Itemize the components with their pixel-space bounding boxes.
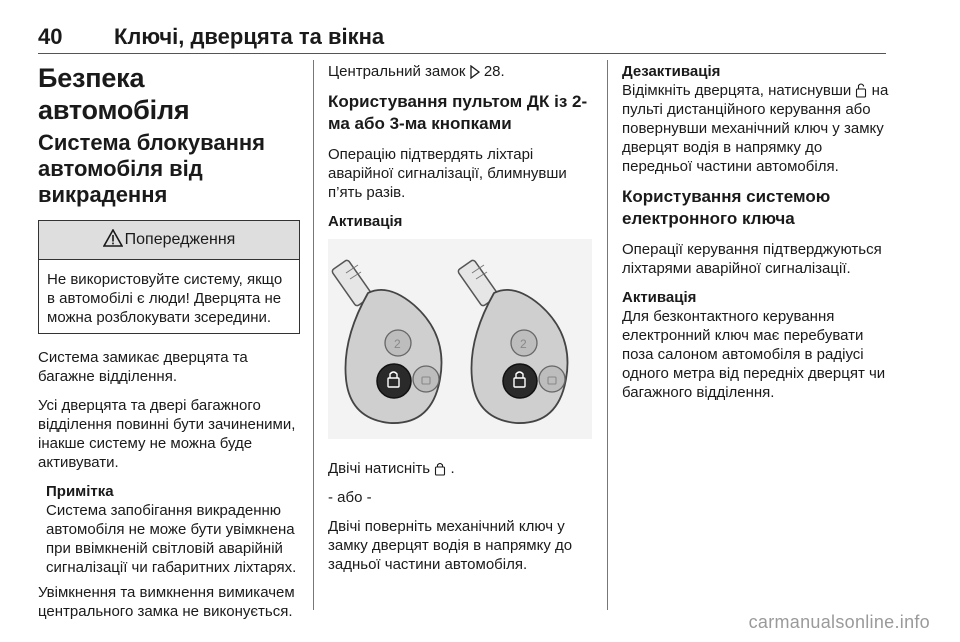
paragraph: Усі дверцята та двері багажного відділення повинні бути зачиненими, інакше систему не можна буде активувати.	[38, 397, 296, 471]
paragraph: Двічі натисніть .	[328, 460, 455, 477]
note-block	[46, 482, 300, 577]
warning-text: Не використовуйте систему, якщо в автомобілі є люди! Дверцята не можна розблокувати зсередини.	[47, 271, 283, 326]
column-divider	[607, 60, 608, 610]
subsection-heading: Система блокування автомобіля від викрадення	[38, 130, 265, 207]
running-title: Ключі, дверцята та вікна	[114, 24, 385, 49]
paragraph: Операцію підтвердять ліхтарі аварійної сигналізації, блимнувши п’ять разів.	[328, 146, 567, 201]
arrow-right-icon	[470, 63, 484, 80]
lock-icon	[434, 460, 450, 477]
header-rule	[38, 53, 886, 54]
subsection-heading: Користування пультом ДК із 2-ма або 3-ма кнопками	[328, 92, 588, 133]
paragraph: Для безконтактного керування електронний ключ має перебувати поза салоном автомобіля в радіусі одного метра від передніх дверцят чи багажного відділення.	[622, 308, 886, 401]
subheading-deactivation: Дезактивація	[622, 63, 721, 80]
note-title: Примітка	[46, 483, 114, 500]
paragraph: Двічі поверніть механічний ключ у замку дверцят водія в напрямку до задньої частини автомобіля.	[328, 518, 573, 573]
subheading-activation: Активація	[328, 213, 403, 230]
warning-box	[38, 220, 300, 334]
paragraph: - або -	[328, 489, 372, 506]
page-header	[38, 24, 886, 52]
warning-triangle-icon	[103, 229, 123, 252]
paragraph: Увімкнення та вимкнення вимикачем центрального замка не виконується.	[38, 584, 295, 620]
paragraph: Система замикає дверцята та багажне відділення.	[38, 349, 248, 385]
paragraph: Операції керування підтверджуються ліхтарями аварійної сигналізації.	[622, 241, 882, 277]
unlock-icon	[855, 82, 871, 99]
paragraph: Відімкніть дверцята, натиснувши на пульті дистанційного керування або повернувши механічний ключ у замку дверцят водія в напрямку до передньої частини автомобіля.	[622, 82, 889, 175]
cross-reference-text: Центральний замок	[328, 63, 466, 80]
column-middle	[328, 62, 592, 584]
column-right	[622, 62, 894, 412]
subheading-activation: Активація	[622, 289, 697, 306]
column-divider	[313, 60, 314, 610]
cross-reference-page[interactable]: 28.	[483, 63, 505, 80]
section-heading: Безпека автомобіля	[38, 63, 190, 125]
note-text: Система запобігання викраденню автомобіля не може бути увімкнена при ввімкненій світловій аварійній сигналізації чи габаритних ліхтарях.	[46, 502, 297, 576]
press-text: Двічі натисніть	[328, 460, 431, 477]
key-fob-illustration	[328, 231, 592, 449]
cross-reference	[328, 62, 592, 81]
watermark: carmanualsonline.info	[748, 612, 930, 632]
page-number: 40	[38, 24, 63, 49]
column-left	[38, 62, 300, 631]
subsection-heading: Користування системою електронного ключа	[622, 187, 831, 228]
warning-title: Попередження	[124, 231, 236, 248]
svg-text:2: 2	[394, 337, 401, 351]
warning-header	[39, 221, 299, 260]
svg-text:2: 2	[520, 337, 527, 351]
